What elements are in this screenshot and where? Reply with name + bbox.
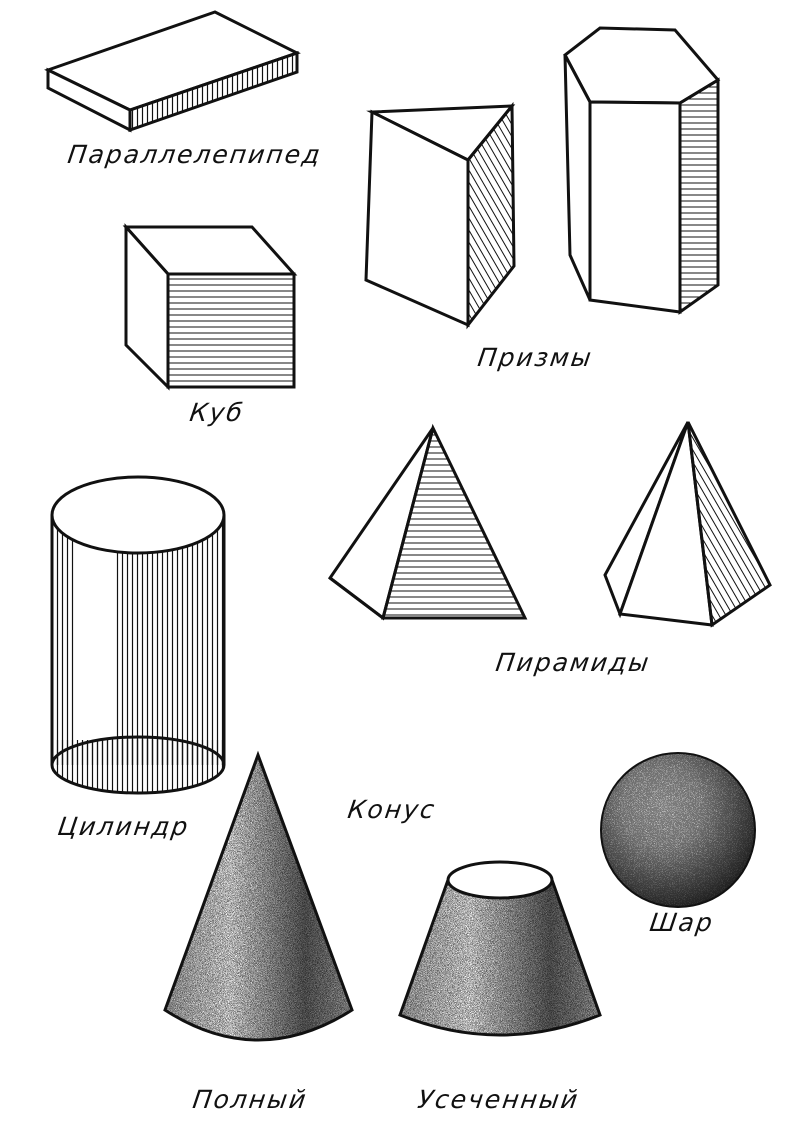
- pentagonal-pyramid-shape: [605, 422, 770, 625]
- truncated-cone-shape: [395, 862, 605, 1060]
- truncated-cone-label: Усеченный: [415, 1085, 582, 1114]
- cylinder-label: Цилиндр: [55, 812, 192, 841]
- full-cone-label: Полный: [190, 1085, 310, 1114]
- parallelepiped-shape: [48, 12, 297, 130]
- parallelepiped-label: Параллелепипед: [65, 140, 324, 169]
- cone-label: Конус: [345, 795, 438, 824]
- full-cone-shape: [160, 750, 360, 1070]
- prisms-label: Призмы: [475, 343, 595, 372]
- square-pyramid-shape: [330, 428, 525, 618]
- sphere-label: Шар: [647, 908, 716, 937]
- cube-shape: [126, 227, 294, 387]
- cube-label: Куб: [187, 398, 247, 427]
- triangular-prism-shape: [366, 106, 514, 325]
- sphere-shape: [600, 752, 756, 908]
- pyramids-label: Пирамиды: [493, 648, 653, 677]
- hexagonal-prism-shape: [565, 28, 718, 312]
- cylinder-shape: [52, 477, 224, 793]
